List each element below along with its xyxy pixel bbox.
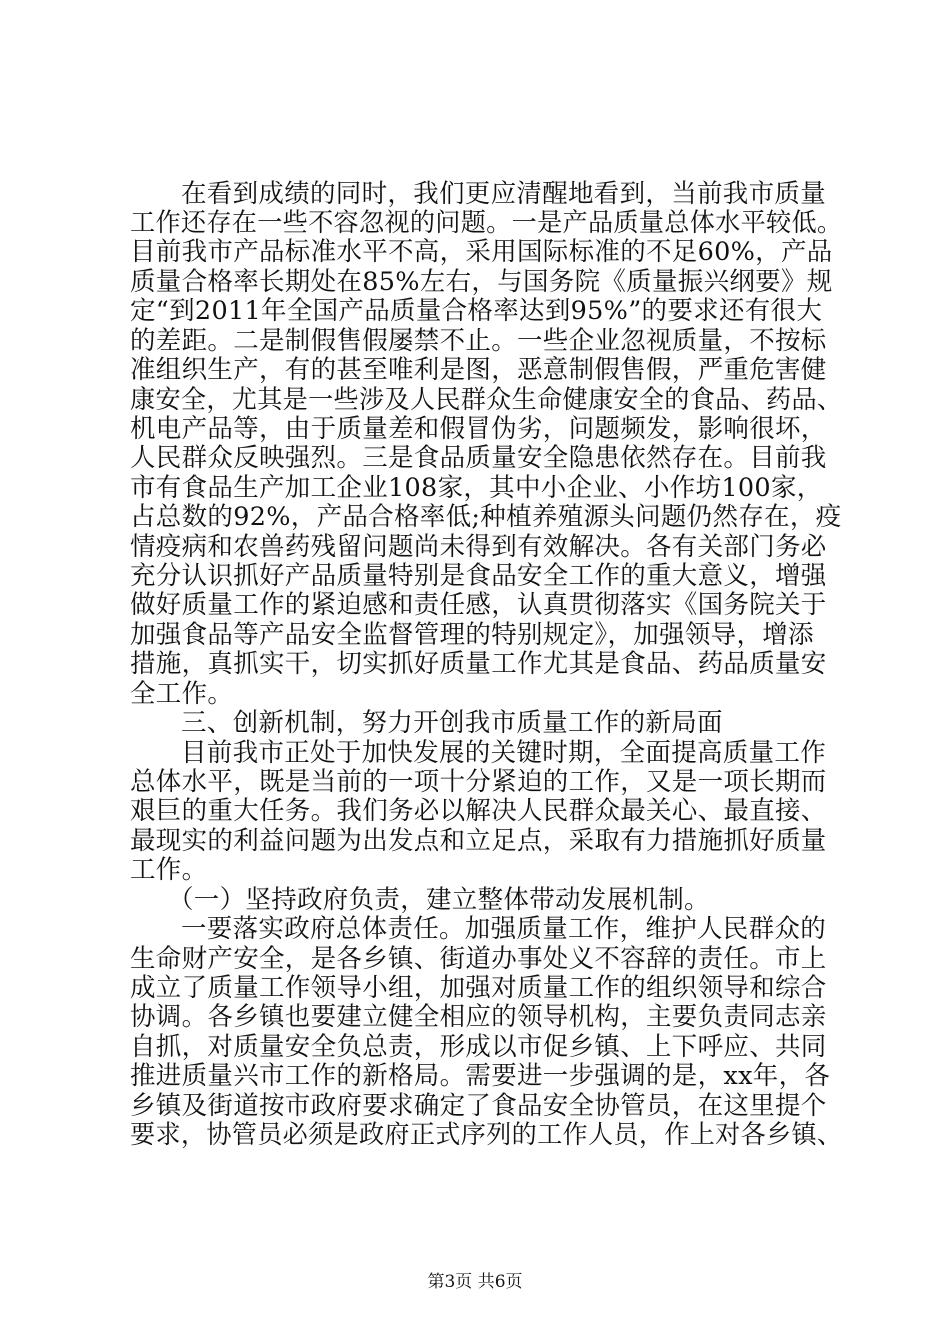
text-line: 成立了质量工作领导小组，加强对质量工作的组织领导和综合	[130, 973, 827, 1003]
text-line: 全工作。	[130, 679, 234, 709]
text-line: 自抓，对质量安全负总责，形成以市促乡镇、上下呼应、共同	[130, 1032, 827, 1062]
text-line: 协调。各乡镇也要建立健全相应的领导机构，主要负责同志亲	[130, 1002, 827, 1032]
text-line: 艰巨的重大任务。我们务必以解决人民群众最关心、最直接、	[130, 796, 827, 826]
text-line: 推进质量兴市工作的新格局。需要进一步强调的是，xx年，各	[130, 1061, 831, 1091]
text-line: 做好质量工作的紧迫感和责任感，认真贯彻落实《国务院关于	[130, 590, 827, 620]
text-line: 占总数的92%，产品合格率低;种植养殖源头问题仍然存在，疫	[130, 502, 842, 532]
text-line: 要求，协管员必须是政府正式序列的工作人员，作上对各乡镇、	[130, 1120, 843, 1150]
text-line: 一要落实政府总体责任。加强质量工作，维护人民群众的	[181, 914, 827, 944]
text-line: 的差距。二是制假售假屡禁不止。一些企业忽视质量，不按标	[130, 326, 827, 356]
text-line: 康安全，尤其是一些涉及人民群众生命健康安全的食品、药品、	[130, 385, 843, 415]
text-line: 措施，真抓实干，切实抓好质量工作尤其是食品、药品质量安	[130, 649, 827, 679]
text-line: 乡镇及街道按市政府要求确定了食品安全协管员，在这里提个	[130, 1091, 827, 1121]
text-line: 最现实的利益问题为出发点和立足点，采取有力措施抓好质量	[130, 826, 827, 856]
text-line: 工作还存在一些不容忽视的问题。一是产品质量总体水平较低。	[130, 208, 843, 238]
text-line: 加强食品等产品安全监督管理的特别规定》，加强领导，增添	[130, 620, 814, 650]
text-line: 在看到成绩的同时，我们更应清醒地看到，当前我市质量	[181, 179, 827, 209]
text-line: 机电产品等，由于质量差和假冒伪劣，问题频发，影响很坏，	[130, 414, 827, 444]
text-line: 市有食品生产加工企业108家，其中小企业、小作坊100家，	[130, 473, 823, 503]
text-line: 工作。	[130, 855, 208, 885]
page-footer: 第3页 共6页	[427, 1272, 523, 1292]
text-line: 目前我市产品标准水平不高，采用国际标准的不足60%，产品	[130, 237, 833, 267]
text-line: 准组织生产，有的甚至唯利是图，恶意制假售假，严重危害健	[130, 355, 827, 385]
text-line: 定“到2011年全国产品质量合格率达到95%”的要求还有很大	[130, 296, 823, 326]
text-line: 情疫病和农兽药残留问题尚未得到有效解决。各有关部门务必	[130, 532, 827, 562]
text-line: 质量合格率长期处在85%左右，与国务院《质量振兴纲要》规	[130, 267, 833, 297]
text-line: 生命财产安全，是各乡镇、街道办事处义不容辞的责任。市上	[130, 944, 827, 974]
text-line: 人民群众反映强烈。三是食品质量安全隐患依然存在。目前我	[130, 443, 827, 473]
text-line: 目前我市正处于加快发展的关键时期，全面提高质量工作	[181, 738, 827, 768]
text-line: 充分认识抓好产品质量特别是食品安全工作的重大意义，增强	[130, 561, 827, 591]
text-line: 总体水平，既是当前的一项十分紧迫的工作，又是一项长期而	[130, 767, 827, 797]
subsection-heading: （一）坚持政府负责，建立整体带动发展机制。	[168, 885, 710, 915]
section-heading: 三、创新机制，努力开创我市质量工作的新局面	[181, 708, 723, 738]
